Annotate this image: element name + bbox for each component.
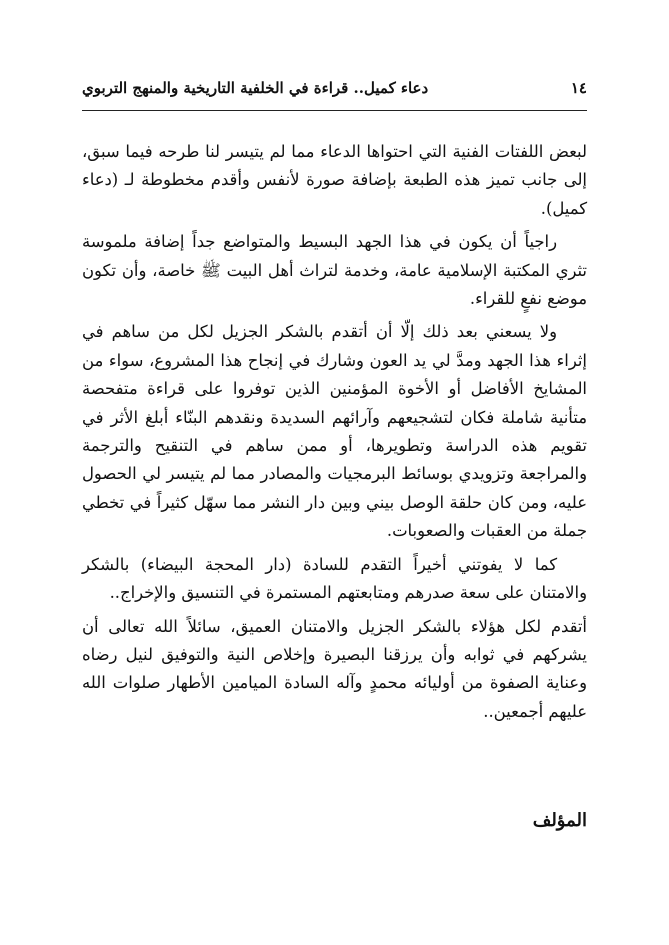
paragraph: لبعض اللفتات الفنية التي احتواها الدعاء مما لم يتيسر لنا طرحه فيما سبق، إلى جانب تميز هذه الطبعة بإضافة صورة لأنفس وأقدم مخطوطة لـ (دعاء كميل).	[82, 142, 587, 218]
body-text	[82, 138, 587, 731]
paragraph: ولا يسعني بعد ذلك إلّا أن أتقدم بالشكر الجزيل لكل من ساهم في إثراء هذا الجهد ومدَّ لي يد العون وشارك في إنجاح هذا المشروع، سواء من المشايخ الأفاضل أو الأخوة المؤمنين الذين توفروا على قراءة متفحصة متأنية شاملة فكان لتشجيعهم وآرائهم السديدة ونقدهم البنّاء أبلغ الأثر في تقويم هذه الدراسة وتطويرها، أو ممن ساهم في التنقيح والترجمة والمراجعة وتزويدي بوسائط البرمجيات والمصادر مما لم يتيسر لي الحصول عليه، ومن كان حلقة الوصل بيني وبين دار النشر مما سهّل كثيراً في تخطي جملة من العقبات والصعوبات.	[82, 322, 587, 541]
page-header	[82, 68, 587, 108]
author-signature: المؤلف	[532, 810, 587, 831]
paragraph: راجياً أن يكون في هذا الجهد البسيط والمتواضع جداً إضافة ملموسة تثري المكتبة الإسلامية عامة، وخدمة لتراث أهل البيت ﷺ خاصة، وأن تكون موضع نفعٍ للقراء.	[82, 232, 587, 309]
header-divider	[82, 110, 587, 111]
page-number: ١٤	[570, 79, 587, 97]
paragraph: كما لا يفوتني أخيراً التقدم للسادة (دار المحجة البيضاء) بالشكر والامتنان على سعة صدرهم ومتابعتهم المستمرة في التنسيق والإخراج..	[82, 554, 587, 603]
running-title: دعاء كميل.. قراءة في الخلفية التاريخية والمنهج التربوي	[82, 79, 429, 97]
paragraph: أتقدم لكل هؤلاء بالشكر الجزيل والامتنان العميق، سائلاً الله تعالى أن يشركهم في ثوابه وأن يرزقنا البصيرة وإخلاص النية والتوفيق لنيل رضاه وعناية الصفوة من أوليائه محمدٍ وآله السادة الميامين الأطهار صلوات الله عليهم أجمعين..	[82, 616, 587, 721]
